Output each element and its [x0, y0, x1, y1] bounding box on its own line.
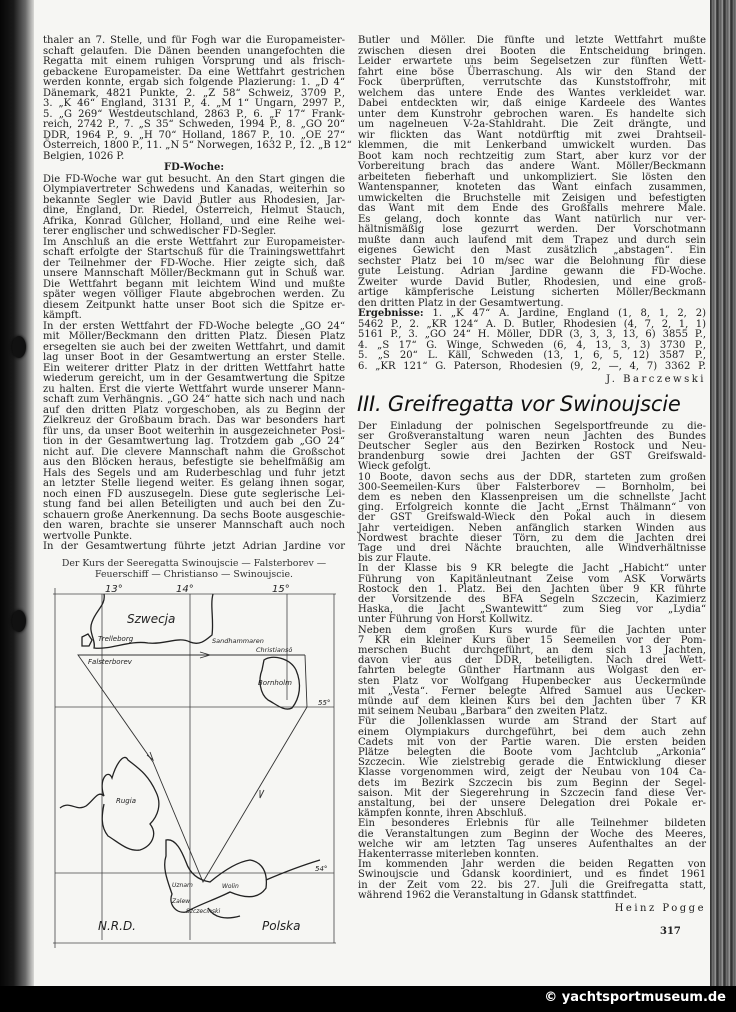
book-binding-shadow: [0, 0, 34, 986]
text-line: 10 Boote, davon sechs aus der DDR, starteten zum großen: [358, 471, 706, 483]
text-line: welche wir am letzten Tag unseres Aufenthaltes an der: [358, 838, 706, 850]
text-line: Neben dem großen Kurs wurde für die Jachten unter: [358, 624, 706, 636]
text-line: Deutscher Segler aus den Bezirken Rostock und Neu-: [358, 440, 706, 452]
text-line: mit „Vesta“. Ferner belegte Alfred Samuel aus Uecker-: [358, 685, 706, 697]
paragraph: [358, 422, 706, 473]
text-line: Nordwest brachte dieser Törn, zu dem die Jachten drei: [358, 532, 706, 544]
text-line: Fock überprüften, verrutschte das Kunststoffrohr, mit: [358, 77, 706, 88]
text-line: Regatta mit einem ruhigen Vorsprung und als frisch-: [43, 56, 345, 67]
text-line: an letzter Stelle liegend weiter. Es gelang ihnen sogar,: [43, 478, 345, 489]
text-line: dets im Bezirk Szczecin bis zum Beginn der Segel-: [358, 777, 706, 789]
map-label-bornholm: Bornholm: [258, 679, 292, 687]
text-line: nicht auf. Die clevere Mannschaft nahm die Großschot: [43, 446, 345, 458]
map-label-szwecja: Szwecja: [127, 612, 176, 626]
text-line: zwischen diesen drei Booten die Entscheidung bringen.: [358, 45, 706, 57]
article-title: III. Greifregatta vor Swinoujscie: [357, 391, 681, 416]
text-line: kämpfen konnte, ihren Abschluß.: [358, 808, 527, 820]
text-line: mit Möller/Beckmann den dritten Platz. Diesen Platz: [43, 331, 345, 342]
text-line: aus den Blöcken heraus, befestigte sie behelfmäßig am: [43, 457, 345, 468]
text-line: wiederum gereicht, um in der Gesamtwertung die Spitze: [43, 373, 345, 384]
text-line: in der Zeit vom 22. bis 27. Juli die Greifregatta statt,: [358, 879, 706, 891]
text-line: Leider erwartete uns beim Segelsetzen zur fünften Wett-: [358, 56, 706, 67]
results-paragraph: [358, 309, 706, 372]
text-line: 3. „K 46“ England, 3131 P., 4. „M 1“ Ungarn, 2997 P.,: [43, 98, 345, 109]
map-label-uznam: Uznam: [172, 882, 193, 889]
text-line: gute Leistung. Adrian Jardine gewann die FD-Woche.: [358, 266, 706, 277]
author-signature: Heinz Pogge: [614, 903, 706, 915]
text-line: auf den dritten Platz vorgeschoben, als zu Beginn der: [43, 404, 345, 416]
text-line: [358, 362, 706, 373]
text-line: münde auf dem kleinen Kurs bei den Jachten über 7 KR: [358, 695, 706, 707]
text-line: artige kämpferische Leistung sicherten Möller/Beckmann: [358, 287, 706, 298]
text-line: In der Gesamtwertung führte jetzt Adrian Jardine vor: [43, 541, 345, 552]
text-line: während 1962 die Veranstaltung in Gdansk stattfindet.: [358, 889, 637, 901]
text-line: mit seinem Neubau „Barbara“ den zweiten Platz.: [358, 706, 608, 718]
text-line: Swinoujscie und Gdansk koordiniert, und es findet 1961: [358, 869, 706, 881]
left-column: [43, 35, 352, 580]
map-label-polska: Polska: [262, 919, 301, 933]
text-line: schaft erfolgte der Startschuß für die Trainingswettfahrt: [43, 247, 345, 258]
text-line: tion in der Gesamtwertung lag. Trotzdem gab „GO 24“: [43, 436, 345, 447]
text-line: stung fand bei allen Beteiligten und auch bei den Zu-: [43, 499, 345, 510]
text-line: zu halten. Erst die vierte Wettfahrt wurde unserer Mann-: [43, 383, 345, 395]
text-line: einem Olympiakurs durchgeführt, bei dem auch zehn: [358, 726, 706, 738]
text-line: terer englischer und schwedischer FD-Segler.: [43, 226, 277, 237]
text-line-content: 5. „S 20“ L. Käll, Schweden (13, 1, 6, 5, 12) 3587 P.,: [358, 350, 706, 361]
text-line-content: 5462 P., 2. „KR 124“ A. D. Butler, Rhodesien (4, 7, 2, 1, 1): [358, 318, 706, 330]
text-line: fahrt eine böse Überraschung. Als wir den Stand der: [358, 66, 706, 78]
text-line: Dabei entdeckten wir, daß einige Kardeele des Wantes: [358, 98, 706, 109]
text-line: Wantenspanner, knoteten das Want einfach zusammen,: [358, 182, 706, 193]
text-line: Vorbereitung brach das andere Want. Möller/Beckmann: [358, 161, 706, 172]
text-line: bekannte Segler wie David Butler aus Rhodesien, Jar-: [43, 194, 345, 206]
text-line: der Vorsitzende des BFA Segeln Szczecin, Kazimierz: [358, 593, 706, 605]
text-line: unter dem Kunstrohr gebrochen waren. Es handelte sich: [358, 108, 706, 120]
text-line: Im kommenden Jahr werden die beiden Regatten von: [358, 859, 706, 871]
text-line: den dritten Platz in der Gesamtwertung.: [358, 297, 564, 309]
page-number: 317: [660, 926, 681, 937]
map-label-rugia: Rugia: [116, 797, 136, 805]
page-edges: [710, 0, 736, 986]
text-line: unsere Mannschaft Möller/Beckmann gut in Schuß war.: [43, 268, 345, 279]
text-line: bis zur Flaute.: [358, 553, 432, 565]
text-line: sten Platz vor Wolfgang Hupenbecker aus Ueckermünde: [358, 675, 706, 687]
text-line: schaft zum Verhängnis. „GO 24“ hatte sich nach und nach: [43, 394, 345, 405]
text-line: ging. Erfolgreich konnte die Jacht „Ernst Thälmann“ von: [358, 502, 706, 514]
map-caption: [43, 558, 345, 580]
text-line: lag unser Boot in der Gesamtwertung an erster Stelle.: [43, 352, 345, 363]
copyright-notice: © yachtsportmuseum.de: [544, 990, 726, 1005]
text-line: Belgien, 1026 P.: [43, 150, 125, 162]
text-line: der Teilnehmer der FD-Woche. Hier zeigte sich, daß: [43, 257, 345, 269]
text-line: 7 KR ein kleiner Kurs über 15 Seemeilen vor der Pom-: [358, 634, 706, 646]
text-line: thaler an 7. Stelle, und für Fogh war die Europameister-: [43, 35, 345, 46]
text-line: reich, 2742 P., 7. „S 35“ Schweden, 1994 P., 8. „GO 20“: [43, 119, 345, 130]
text-line: Für die Jollenklassen wurde am Strand der Start auf: [358, 716, 706, 728]
text-line: brandenburg sowie drei Jachten der GST Greifswald-: [358, 451, 706, 463]
paragraph: [43, 238, 345, 322]
paragraph: [358, 819, 706, 860]
text-line: Die Wettfahrt begann mit leichtem Wind und mußte: [43, 278, 345, 290]
text-line: Cadets mit von der Partie waren. Die ersten beiden: [358, 736, 706, 748]
caption-line: Feuerschiff — Christianso — Swinoujscie.: [94, 568, 294, 580]
text-line: eigenes Gewicht den Mast zusätzlich „abstagen“. Ein: [358, 245, 706, 256]
text-line: diesem Zeitpunkt hatte unser Boot sich die Spitze er-: [43, 299, 345, 311]
paragraph: [358, 564, 706, 625]
text-line: Tage und drei Nächte brauchten, alle Windverhältnisse: [358, 542, 706, 554]
caption-line: Der Kurs der Seeregatta Swinoujscie — Falsterborev —: [61, 557, 327, 569]
map-label-lat-54: 54°: [315, 865, 328, 873]
text-line: Es gelang, doch konnte das Want natürlich nur ver-: [358, 213, 706, 225]
text-line-content: 4. „S 17“ G. Winge, Schweden (6, 4, 13, 3, 3) 3730 P.,: [358, 339, 706, 351]
paragraph: [43, 175, 345, 238]
text-line: um nagelneuen V-2a-Stahldraht. Die Zeit drängte, und: [358, 119, 706, 130]
map-label-zalew: Zalew: [172, 898, 191, 905]
paragraph: [358, 626, 706, 718]
text-line: gebackene Europameister. Da eine Wettfahrt gestrichen: [43, 66, 345, 78]
text-line: welchem das untere Ende des Wantes verkleidet war.: [358, 87, 706, 99]
map-label-nrd: N.R.D.: [98, 919, 136, 933]
text-line: für uns, da unser Boot weiterhin in ausgezeichneter Posi-: [43, 425, 345, 437]
text-line: Österreich, 1800 P., 11. „N 5“ Norwegen, 1632 P., 12. „B 12“: [43, 140, 352, 151]
text-line: Die FD-Woche war gut besucht. An den Start gingen die: [43, 173, 345, 185]
text-line: dine, England, Dr. Riedel, Österreich, Helmut Stauch,: [43, 205, 345, 216]
text-line: der GST Greifswald-Wieck den Pokal auch in diesem: [358, 512, 706, 524]
text-line-content: 1. „K 47“ A. Jardine, England (1, 8, 1, 2, 2): [423, 308, 706, 319]
text-line: die Veranstaltungen zum Beginn der Woche des Meeres,: [358, 828, 706, 840]
binder-hole: [12, 610, 26, 632]
text-line: Zweiter wurde David Butler, Rhodesien, und eine groß-: [358, 276, 706, 288]
text-line: In der ersten Wettfahrt der FD-Woche belegte „GO 24“: [43, 320, 345, 332]
text-line: unter Führung von Horst Kollwitz.: [358, 614, 533, 626]
text-line: Zielkreuz der Großbaum brach. Das war besonders hart: [43, 415, 345, 426]
text-line: Dänemark, 4821 Punkte, 2. „Z 58“ Schweiz, 3709 P.,: [43, 87, 345, 99]
text-line: mußte dann auch laufend mit dem Trapez und durch sein: [358, 234, 706, 246]
text-line: hältnismäßig lose gezurrt werden. Der Vorschotmann: [358, 224, 706, 235]
text-line: das Want mit dem Ende des Großfalls mehrere Male.: [358, 203, 706, 214]
text-line: Wieck gefolgt.: [358, 461, 431, 473]
text-line: ersegelten sie auch bei der zweiten Wettfahrt, und damit: [43, 341, 345, 353]
text-line: schaft gelaufen. Die Dänen beenden unangefochten die: [43, 45, 345, 57]
map-label-christianso: Christiansö: [256, 646, 293, 654]
text-line-content: 5161 P., 3. „GO 24“ H. Möller, DDR (3, 3, 3, 13, 6) 3855 P.,: [358, 329, 706, 340]
text-line: Szczecin. Wie zielstrebig gerade die Entwicklung dieser: [358, 757, 706, 769]
text-line: Plätze belegten die Boote vom Jachtclub „Arkonia“: [358, 747, 706, 758]
text-line: wir flickten das Want notdürftig mit zwei Drahtseil-: [358, 129, 706, 141]
text-line: Jahr verteidigen. Neben anfänglich starken Winden aus: [358, 522, 706, 534]
binder-hole: [12, 336, 26, 358]
text-line: umwickelten die Bruchstelle mit Zeisigen und befestigten: [358, 192, 706, 204]
paragraph: [43, 35, 352, 162]
text-line: Haska, die Jacht „Swantewitt“ zum Sieg vor „Lydia“: [358, 604, 706, 616]
map-grid: [53, 588, 336, 948]
text-line: arbeiteten fieberhaft und unkompliziert. Sie lösten den: [358, 171, 706, 183]
text-line: In der Klasse bis 9 KR belegte die Jacht „Habicht“ unter: [358, 563, 706, 575]
text-line: den waren, brachte sie unserer Mannschaft auch noch: [43, 520, 345, 531]
text-line: wertvolle Punkte.: [43, 530, 133, 542]
text-line: Afrika, Konrad Gülcher, Holland, und eine Reihe wei-: [43, 215, 345, 227]
text-line: Rostock den 1. Platz. Bei den Jachten über 9 KR führte: [358, 583, 706, 595]
text-line: merschen Bucht durchgeführt, an dem sich 13 Jachten,: [358, 644, 706, 656]
map-label-trelleborg: Trelleborg: [98, 635, 134, 643]
results-label: Ergebnisse:: [358, 308, 424, 319]
text-line: Im Anschluß an die erste Wettfahrt zur Europameister-: [43, 236, 345, 248]
text-line: Butler und Möller. Die fünfte und letzte Wettfahrt mußte: [358, 35, 706, 46]
paragraph: [43, 542, 345, 553]
paragraph: [358, 36, 706, 309]
map-label-lon-13: 13°: [105, 584, 123, 595]
text-line: Boot kam noch rechtzeitig zum Start, aber kurz vor der: [358, 150, 706, 162]
text-line: Hakenterrasse miterleben konnten.: [358, 849, 539, 861]
text-line: kämpft.: [43, 310, 82, 321]
map-label-szczecinski: Szczecinski: [186, 908, 221, 915]
text-line: noch einen FD auszusegeln. Diese gute seglerische Lei-: [43, 488, 345, 500]
text-line: anstaltung, bei der unsere Delegation drei Pokale er-: [358, 798, 706, 810]
text-line: Hals des Segels und am Ruderbeschlag und fuhr jetzt: [43, 467, 345, 479]
text-line: 300-Seemeilen-Kurs über Falsterborev — Bornholm, bei: [358, 481, 706, 493]
text-line: ser Großveranstaltung waren neun Jachten des Bundes: [358, 430, 706, 442]
author-signature: J. Barczewski: [606, 374, 706, 385]
section-heading: FD-Woche:: [163, 162, 225, 173]
paragraph: [358, 717, 706, 819]
text-line: Olympiavertreter Schwedens und Kanadas, weiterhin so: [43, 184, 345, 195]
text-line: schauern große Anerkennung. Da sechs Boote ausgeschie-: [43, 509, 345, 521]
map-label-lon-14: 14°: [176, 584, 194, 595]
text-line-content: 6. „KR 121“ G. Paterson, Rhodesien (9, 2, —, 4, 7) 3362 P.: [358, 360, 706, 372]
text-line: sechster Platz bei 10 m/sec war die Belohnung für diese: [358, 255, 706, 267]
text-line: DDR, 1964 P., 9. „H 70“ Holland, 1867 P., 10. „OE 27“: [43, 129, 345, 141]
map-label-wolin: Wolin: [222, 883, 239, 890]
text-line: Der Einladung der polnischen Segelsportfreunde zu die-: [358, 420, 706, 432]
text-line: später wegen völliger Flaute abgebrochen werden. Zu: [43, 289, 345, 300]
text-line: Klasse vorgenommen wird, zeigt der Neubau von 104 Ca-: [358, 767, 706, 779]
text-line: Ein weiterer dritter Platz in der dritten Wettfahrt hatte: [43, 362, 345, 374]
text-line: fahrten belegte Günther Hartmann aus Wolgast den er-: [358, 665, 706, 677]
text-line: davon vier aus der DDR, beteiligten. Nach drei Wett-: [358, 655, 706, 667]
map-label-falsterborev: Falsterborev: [88, 658, 132, 666]
map-label-sandhammaren: Sandhammaren: [212, 637, 264, 645]
text-line: klemmen, die mit Lenkerband umwickelt wurden. Das: [358, 140, 706, 151]
footer-bar: [0, 986, 736, 1012]
text-line: saison. Mit der Siegerehrung in Szczecin fand diese Ver-: [358, 787, 706, 799]
map-label-lon-15: 15°: [272, 584, 290, 595]
paragraph: [43, 322, 345, 543]
right-column: [358, 36, 706, 915]
map-label-lat-55: 55°: [318, 699, 331, 707]
text-line: dem es neben den Klassenpreisen um die schnellste Jacht: [358, 491, 706, 503]
paragraph: [358, 473, 706, 565]
text-line: Führung von Kapitänleutnant Zeise vom ASK Vorwärts: [358, 573, 706, 585]
paragraph: [358, 860, 706, 901]
course-map: [40, 578, 340, 950]
text-line: werden konnte, ergab sich folgende Plazierung: 1. „D 4“: [43, 77, 345, 88]
text-line: 5. „G 269“ Westdeutschland, 2863 P., 6. „F 17“ Frank-: [43, 108, 345, 120]
text-line: Ein besonderes Erlebnis für alle Teilnehmer bildeten: [358, 818, 706, 830]
